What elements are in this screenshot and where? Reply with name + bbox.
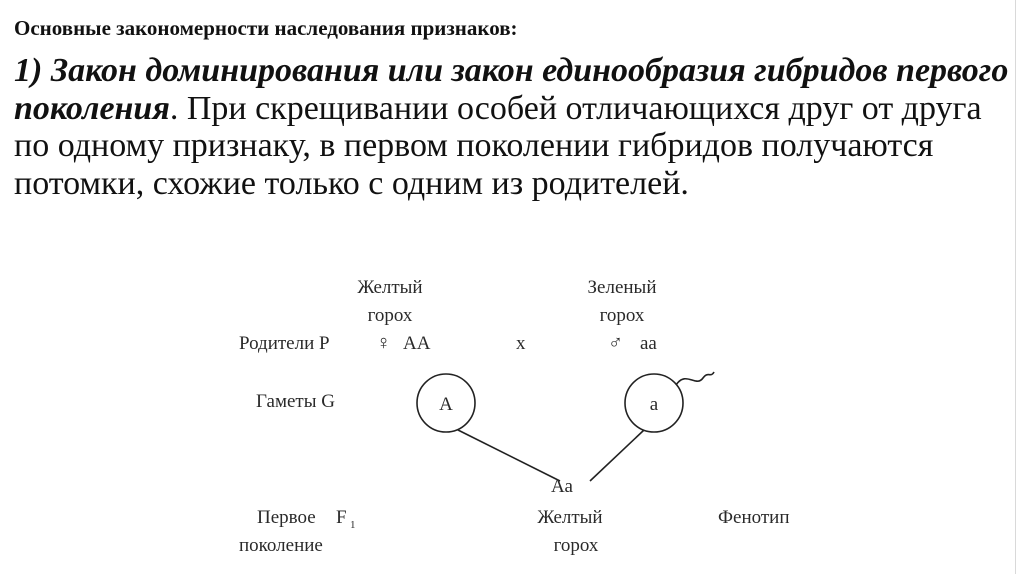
offspring-phenotype-line2: горох xyxy=(553,535,599,556)
generation-label-line1: Первое xyxy=(257,507,316,528)
parent1-phenotype-line1: Желтый xyxy=(357,277,423,298)
female-symbol: ♀ xyxy=(376,332,391,354)
law-title-period: . xyxy=(169,89,179,127)
parent2-phenotype-line2: горох xyxy=(599,305,645,326)
law-title: 1) Закон доминирования или закон единообразия гибридов первого поколения xyxy=(14,52,1009,127)
offspring-genotype: Аа xyxy=(551,476,573,497)
parent2-genotype: аа xyxy=(640,333,657,354)
generation-index: 1 xyxy=(350,519,356,531)
gamete2-line xyxy=(590,430,644,481)
gamete1-line xyxy=(458,430,560,481)
male-symbol: ♂ xyxy=(608,332,623,354)
law-text: При скрещивании особей отличающихся друг от друга по одному признаку, в первом поколении гибридов получаются потомки, схожие только с одним из родителей. xyxy=(14,89,982,202)
phenotype-label: Фенотип xyxy=(718,507,790,528)
offspring-phenotype-line1: Желтый xyxy=(537,507,603,528)
parents-label: Родители Р xyxy=(239,333,330,354)
cross-sign: х xyxy=(516,333,526,354)
gamete2-label: а xyxy=(649,394,659,415)
parent2-phenotype-line1: Зеленый xyxy=(587,277,657,298)
parent1-genotype: АА xyxy=(403,333,431,354)
sperm-tail xyxy=(676,372,714,385)
slide-heading: Основные закономерности наследования признаков: xyxy=(14,16,518,40)
parent1-phenotype-line2: горох xyxy=(367,305,413,326)
gamete1-label: А xyxy=(439,394,453,415)
generation-symbol: F xyxy=(336,507,347,528)
generation-label-line2: поколение xyxy=(239,535,323,556)
gametes-label: Гаметы G xyxy=(256,391,335,412)
